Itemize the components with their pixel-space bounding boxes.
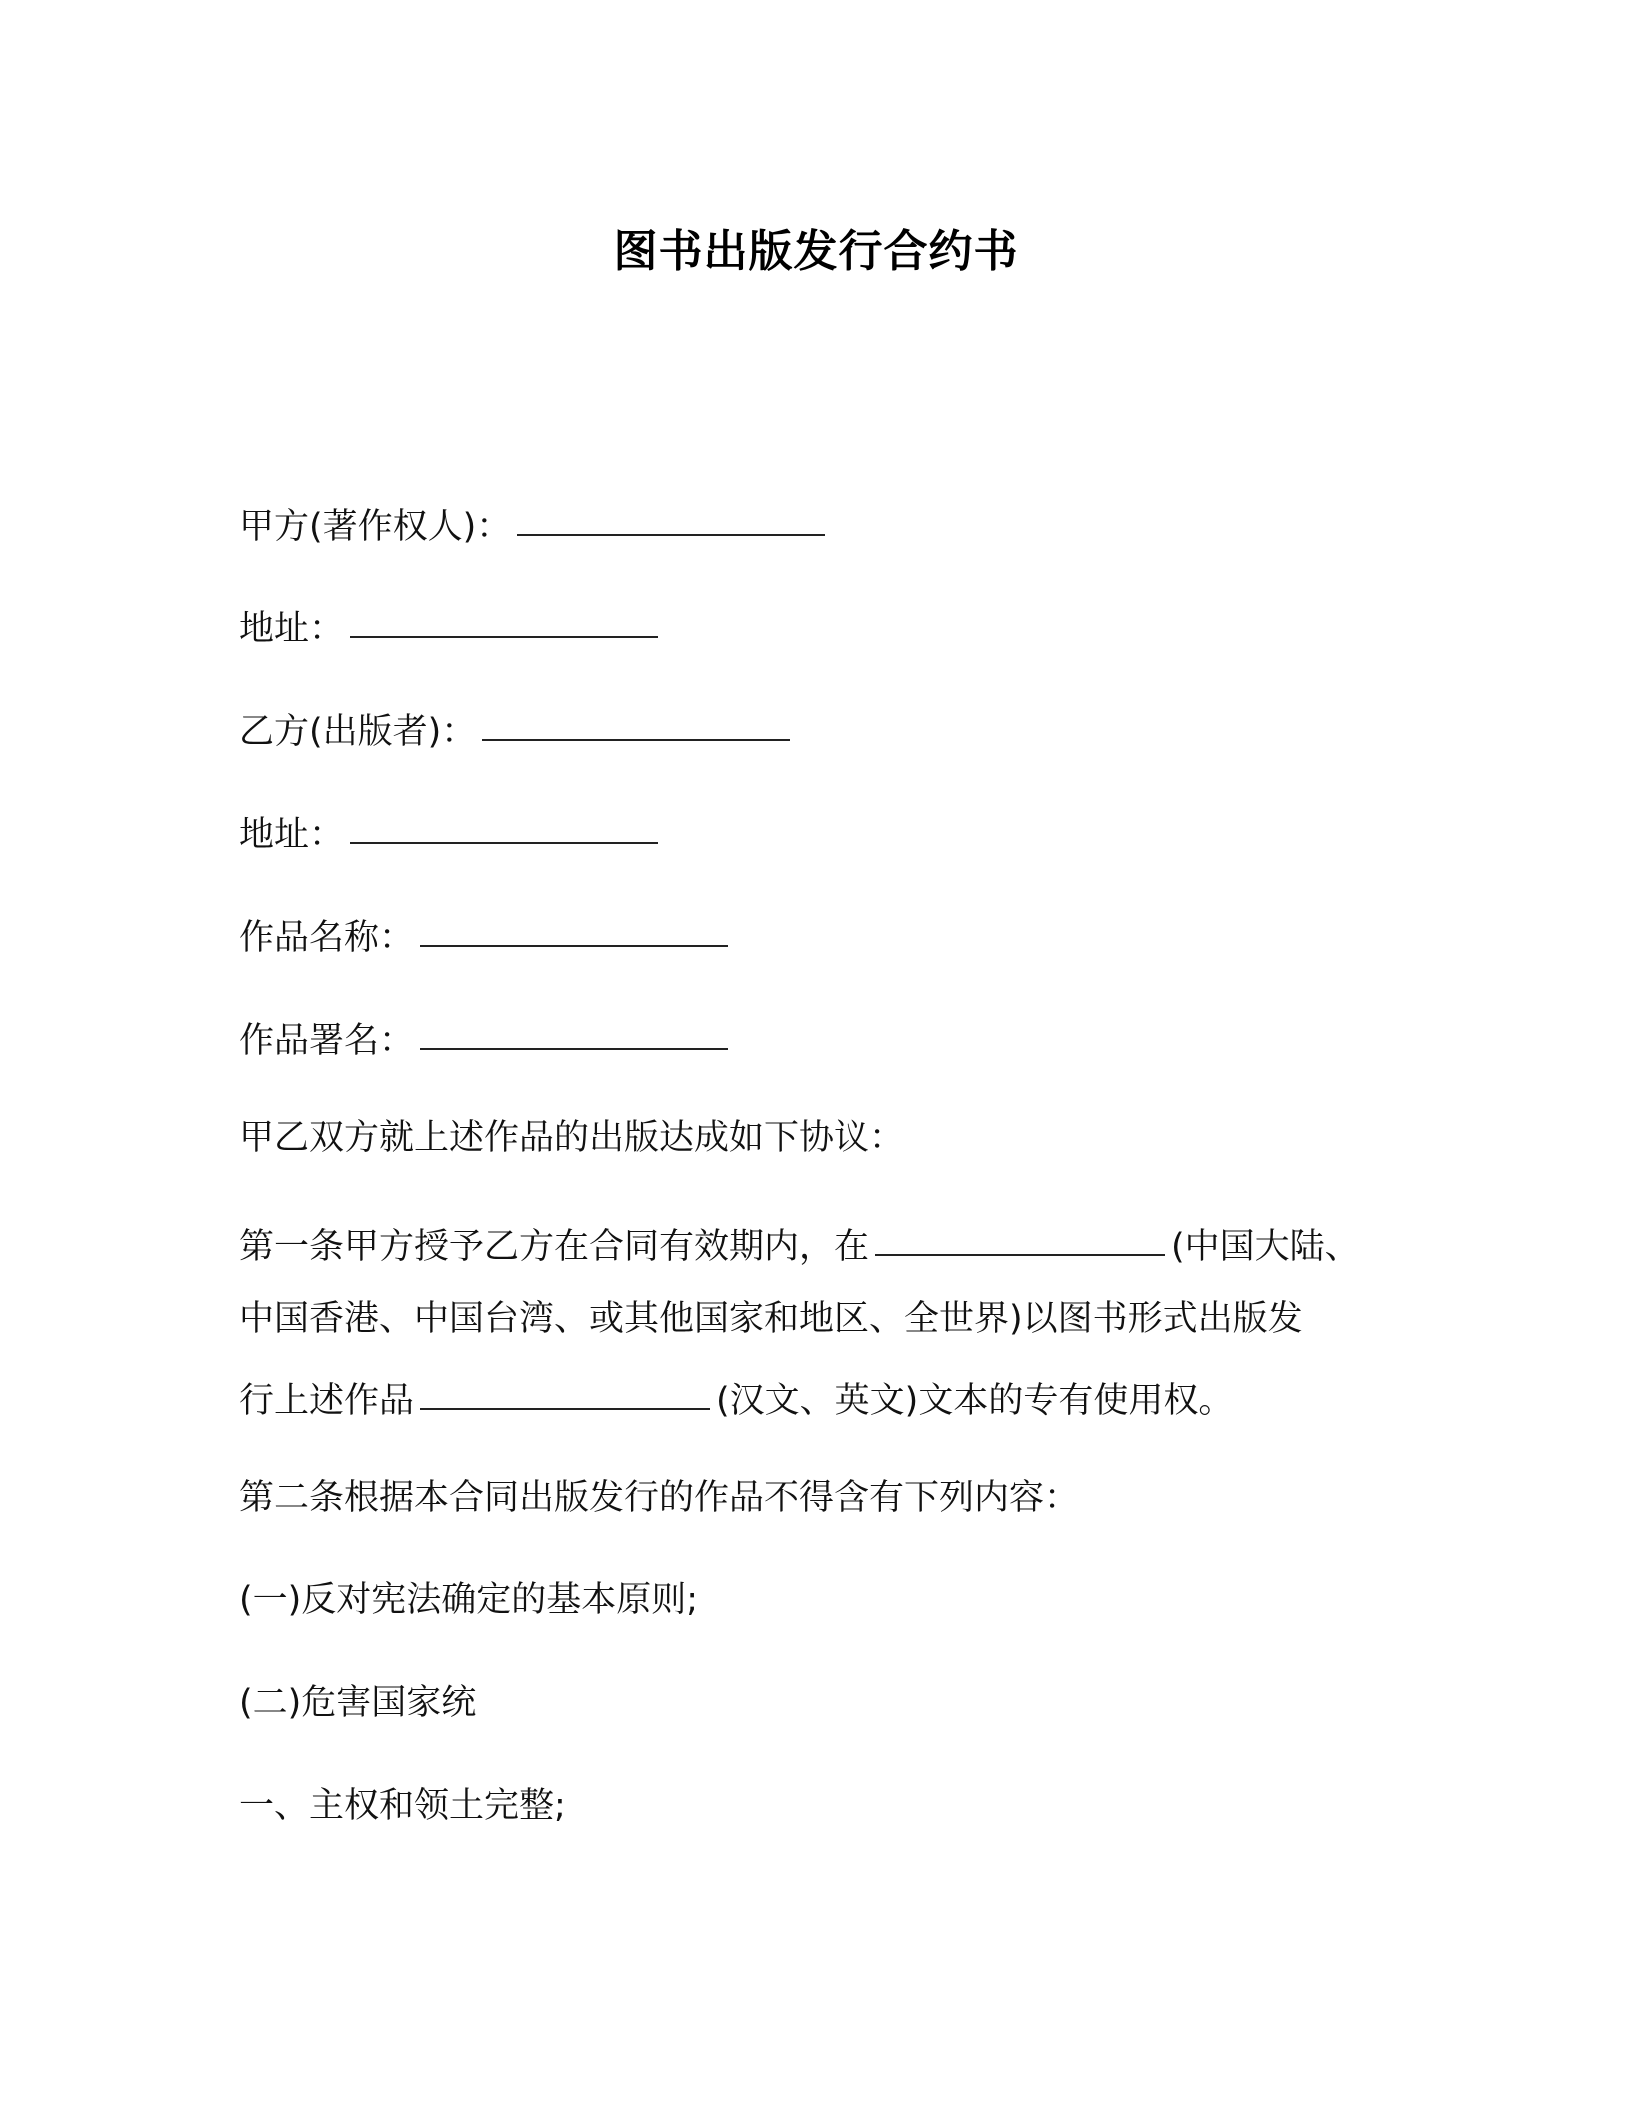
party-a-label: 甲方(著作权人)： — [239, 507, 512, 547]
article-1-line-1-suffix: (中国大陆、 — [1171, 1227, 1360, 1267]
party-b-label: 乙方(出版者)： — [239, 712, 477, 752]
agreement-intro: 甲乙双方就上述作品的出版达成如下协议： — [239, 1118, 905, 1158]
party-b-line — [239, 697, 1399, 762]
article-1-line-1 — [239, 1212, 1399, 1289]
article-1-line-1-prefix: 第一条甲方授予乙方在合同有效期内，在 — [239, 1227, 870, 1267]
work-name-blank[interactable] — [420, 901, 728, 947]
party-b-address-label: 地址： — [239, 815, 345, 855]
region-blank[interactable] — [875, 1210, 1165, 1256]
article-2: 第二条根据本合同出版发行的作品不得含有下列内容： — [239, 1478, 1080, 1518]
language-blank[interactable] — [420, 1364, 710, 1410]
article-1 — [239, 1212, 1399, 1443]
work-signature-label: 作品署名： — [239, 1021, 415, 1061]
article-1-line-2: 中国香港、中国台湾、或其他国家和地区、全世界)以图书形式出版发 — [239, 1299, 1303, 1339]
item-2: (二)危害国家统 — [239, 1683, 477, 1723]
article-1-line-3 — [239, 1366, 1399, 1443]
party-a-line — [239, 492, 1399, 557]
work-name-line — [239, 903, 1399, 968]
party-a-blank[interactable] — [517, 490, 825, 536]
item-3: 一、主权和领土完整; — [239, 1786, 566, 1826]
work-signature-blank[interactable] — [420, 1004, 728, 1050]
item-1: (一)反对宪法确定的基本原则; — [239, 1580, 699, 1620]
party-b-address-blank[interactable] — [350, 798, 658, 844]
party-b-address-line — [239, 800, 1399, 865]
article-1-line-3-suffix: (汉文、英文)文本的专有使用权。 — [716, 1381, 1234, 1421]
document-title: 图书出版发行合约书 — [613, 226, 1019, 277]
party-a-address-blank[interactable] — [350, 592, 658, 638]
article-1-line-3-prefix: 行上述作品 — [239, 1381, 415, 1421]
party-a-address-line — [239, 594, 1399, 659]
work-name-label: 作品名称： — [239, 918, 415, 958]
party-a-address-label: 地址： — [239, 609, 345, 649]
party-b-blank[interactable] — [482, 695, 790, 741]
work-signature-line — [239, 1006, 1399, 1071]
